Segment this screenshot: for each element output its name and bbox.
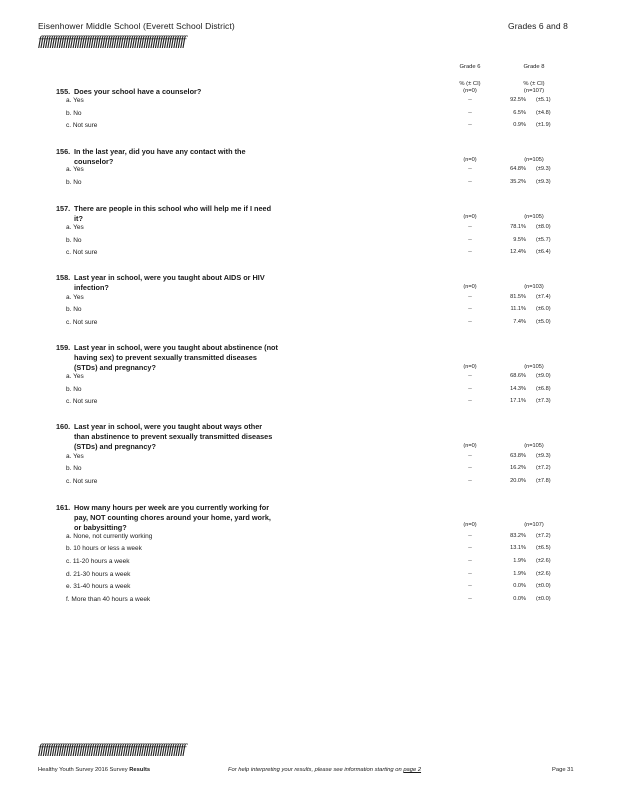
grade8-confidence-interval: (±5.1) (536, 97, 551, 103)
answer-option-label: a. Yes (66, 453, 84, 460)
grade6-value: -- (468, 373, 472, 379)
grade8-confidence-interval: (±7.3) (536, 398, 551, 404)
grade8-percent: 1.9% (513, 571, 526, 577)
grade8-sample-size: (n=103) (524, 284, 544, 290)
answer-option-label: c. Not sure (66, 319, 98, 326)
answer-option-label: b. No (66, 386, 82, 393)
grade6-value: -- (468, 533, 472, 539)
grade8-confidence-interval: (±5.7) (536, 237, 551, 243)
grade6-sample-size: (n=0) (463, 284, 477, 290)
grade8-percent: 12.4% (510, 249, 526, 255)
grade8-confidence-interval: (±0.0) (536, 596, 551, 602)
grade8-percent: 78.1% (510, 224, 526, 230)
grade8-percent: 16.2% (510, 465, 526, 471)
question-text (56, 204, 311, 224)
grade6-column-header: Grade 6 (459, 64, 481, 70)
grade6-value: -- (468, 319, 472, 325)
answer-option-label: b. No (66, 237, 82, 244)
grade8-confidence-interval: (±7.8) (536, 478, 551, 484)
grade8-percent: 0.0% (513, 596, 526, 602)
grade8-sample-size: (n=105) (524, 214, 544, 220)
answer-option-label: a. Yes (66, 97, 84, 104)
report-title: Eisenhower Middle School (Everett School District) (38, 21, 235, 31)
question-number: 155. (56, 87, 71, 96)
grade8-percent: 0.0% (513, 583, 526, 589)
grade6-value: -- (468, 179, 472, 185)
grade8-percent: 7.4% (513, 319, 526, 325)
grade8-percent: 17.1% (510, 398, 526, 404)
grade6-value: -- (468, 545, 472, 551)
grade6-value: -- (468, 97, 472, 103)
question-line: (STDs) and pregnancy? (74, 363, 156, 372)
question-line: than abstinence to prevent sexually transmitted diseases (74, 432, 273, 441)
question-number: 157. (56, 204, 71, 213)
grade6-sample-size: (n=0) (463, 157, 477, 163)
grade6-value: -- (468, 398, 472, 404)
answer-option-label: b. No (66, 110, 82, 117)
question-line: counselor? (74, 157, 114, 166)
grade8-sample-size: (n=105) (524, 157, 544, 163)
grade8-confidence-interval: (±2.6) (536, 571, 551, 577)
grade8-sample-size: (n=105) (524, 443, 544, 449)
grade8-confidence-interval: (±9.0) (536, 373, 551, 379)
answer-option-label: b. No (66, 306, 82, 313)
answer-option-label: b. No (66, 465, 82, 472)
grade8-confidence-interval: (±9.3) (536, 166, 551, 172)
grade8-sample-size: (n=105) (524, 364, 544, 370)
answer-option-label: a. None, not currently working (66, 533, 153, 540)
grade8-percent: 13.1% (510, 545, 526, 551)
top-decorative-rule: ffffffffffffffffffffffffffffffffffffffffffffffffffffffffffffffff (38, 34, 185, 49)
question-text (56, 147, 311, 167)
question-line: having sex) to prevent sexually transmitted diseases (74, 353, 257, 362)
question-number: 160. (56, 422, 71, 431)
grade8-confidence-interval: (±0.0) (536, 583, 551, 589)
question-line: How many hours per week are you currently working for (74, 503, 270, 512)
grade6-sample-size: (n=0) (463, 364, 477, 370)
question-text (56, 273, 311, 293)
grade8-percent: 6.5% (513, 110, 526, 116)
footer-survey-text: Healthy Youth Survey 2016 Survey (38, 767, 128, 773)
grade8-confidence-interval: (±1.9) (536, 122, 551, 128)
question-number: 156. (56, 147, 71, 156)
answer-option-label: f. More than 40 hours a week (66, 596, 151, 603)
footer-help-text: For help interpreting your results, please see information starting on (228, 767, 402, 773)
grade6-sample-size: (n=0) (463, 214, 477, 220)
grade8-column-header: Grade 8 (523, 64, 545, 70)
page-number: Page 31 (552, 767, 574, 773)
grade6-value: -- (468, 583, 472, 589)
grade6-value: -- (468, 478, 472, 484)
question-number: 159. (56, 343, 71, 352)
question-number: 161. (56, 503, 71, 512)
grade8-stat-label: % (± CI) (523, 81, 545, 87)
grade6-value: -- (468, 237, 472, 243)
question-line: There are people in this school who will help me if I need (74, 204, 272, 213)
footer-help-note (228, 767, 421, 773)
question-line: it? (74, 214, 83, 223)
grade8-confidence-interval: (±4.8) (536, 110, 551, 116)
question-line: pay, NOT counting chores around your home, yard work, (74, 513, 271, 522)
grade6-value: -- (468, 249, 472, 255)
grade6-value: -- (468, 166, 472, 172)
grade6-n-label: (n=0) (463, 88, 477, 94)
answer-option-label: b. No (66, 179, 82, 186)
footer-survey-name (38, 767, 150, 773)
answer-option-label: c. 11-20 hours a week (66, 558, 130, 565)
grade6-value: -- (468, 386, 472, 392)
grades-label: Grades 6 and 8 (508, 21, 568, 31)
grade8-percent: 81.5% (510, 294, 526, 300)
grade8-confidence-interval: (±2.6) (536, 558, 551, 564)
grade8-percent: 64.8% (510, 166, 526, 172)
grade8-percent: 92.5% (510, 97, 526, 103)
grade6-sample-size: (n=0) (463, 522, 477, 528)
grade6-value: -- (468, 453, 472, 459)
question-text (56, 87, 311, 97)
grade8-percent: 1.9% (513, 558, 526, 564)
grade8-n-label: (n=107) (523, 88, 545, 94)
answer-option-label: d. 21-30 hours a week (66, 571, 131, 578)
bottom-decorative-rule: ffffffffffffffffffffffffffffffffffffffffffffffffffffffffffffffff (38, 742, 185, 757)
question-line: Does your school have a counselor? (74, 87, 202, 96)
grade8-percent: 35.2% (510, 179, 526, 185)
grade8-confidence-interval: (±8.0) (536, 224, 551, 230)
grade8-sample-size: (n=107) (524, 522, 544, 528)
answer-option-label: a. Yes (66, 166, 84, 173)
answer-option-label: c. Not sure (66, 398, 98, 405)
question-line: (STDs) and pregnancy? (74, 442, 156, 451)
grade6-value: -- (468, 110, 472, 116)
grade8-confidence-interval: (±6.8) (536, 386, 551, 392)
answer-option-label: b. 10 hours or less a week (66, 545, 142, 552)
grade8-percent: 20.0% (510, 478, 526, 484)
footer-page-link[interactable]: page 2 (403, 767, 422, 773)
footer-results-text: Results (129, 767, 151, 773)
question-text (56, 343, 311, 373)
grade8-confidence-interval: (±6.0) (536, 306, 551, 312)
grade8-percent: 68.6% (510, 373, 526, 379)
question-text (56, 503, 311, 533)
grade8-confidence-interval: (±7.4) (536, 294, 551, 300)
question-number: 158. (56, 273, 71, 282)
question-line: infection? (74, 283, 109, 292)
grade6-value: -- (468, 465, 472, 471)
question-line: or babysitting? (74, 523, 127, 532)
grade6-value: -- (468, 306, 472, 312)
grade6-value: -- (468, 571, 472, 577)
question-line: Last year in school, were you taught about AIDS or HIV (74, 273, 265, 282)
grade8-percent: 83.2% (510, 533, 526, 539)
grade8-percent: 0.9% (513, 122, 526, 128)
answer-option-label: c. Not sure (66, 122, 98, 129)
grade6-value: -- (468, 122, 472, 128)
answer-option-label: c. Not sure (66, 478, 98, 485)
answer-option-label: a. Yes (66, 373, 84, 380)
grade6-value: -- (468, 294, 472, 300)
grade6-sample-size: (n=0) (463, 443, 477, 449)
grade6-stat-label: % (± CI) (459, 81, 481, 87)
grade8-percent: 63.8% (510, 453, 526, 459)
grade8-confidence-interval: (±6.5) (536, 545, 551, 551)
grade8-confidence-interval: (±6.4) (536, 249, 551, 255)
grade6-value: -- (468, 224, 472, 230)
grade8-confidence-interval: (±9.3) (536, 453, 551, 459)
grade8-confidence-interval: (±7.2) (536, 465, 551, 471)
question-line: Last year in school, were you taught about abstinence (not (74, 343, 278, 352)
grade8-percent: 11.1% (510, 306, 526, 312)
question-line: Last year in school, were you taught about ways other (74, 422, 263, 431)
grade8-percent: 9.5% (513, 237, 526, 243)
grade8-confidence-interval: (±5.0) (536, 319, 551, 325)
answer-option-label: a. Yes (66, 294, 84, 301)
grade8-confidence-interval: (±9.3) (536, 179, 551, 185)
answer-option-label: e. 31-40 hours a week (66, 583, 131, 590)
question-line: In the last year, did you have any contact with the (74, 147, 246, 156)
grade8-confidence-interval: (±7.2) (536, 533, 551, 539)
grade6-value: -- (468, 596, 472, 602)
grade6-value: -- (468, 558, 472, 564)
answer-option-label: a. Yes (66, 224, 84, 231)
grade8-percent: 14.3% (510, 386, 526, 392)
answer-option-label: c. Not sure (66, 249, 98, 256)
question-text (56, 422, 311, 452)
